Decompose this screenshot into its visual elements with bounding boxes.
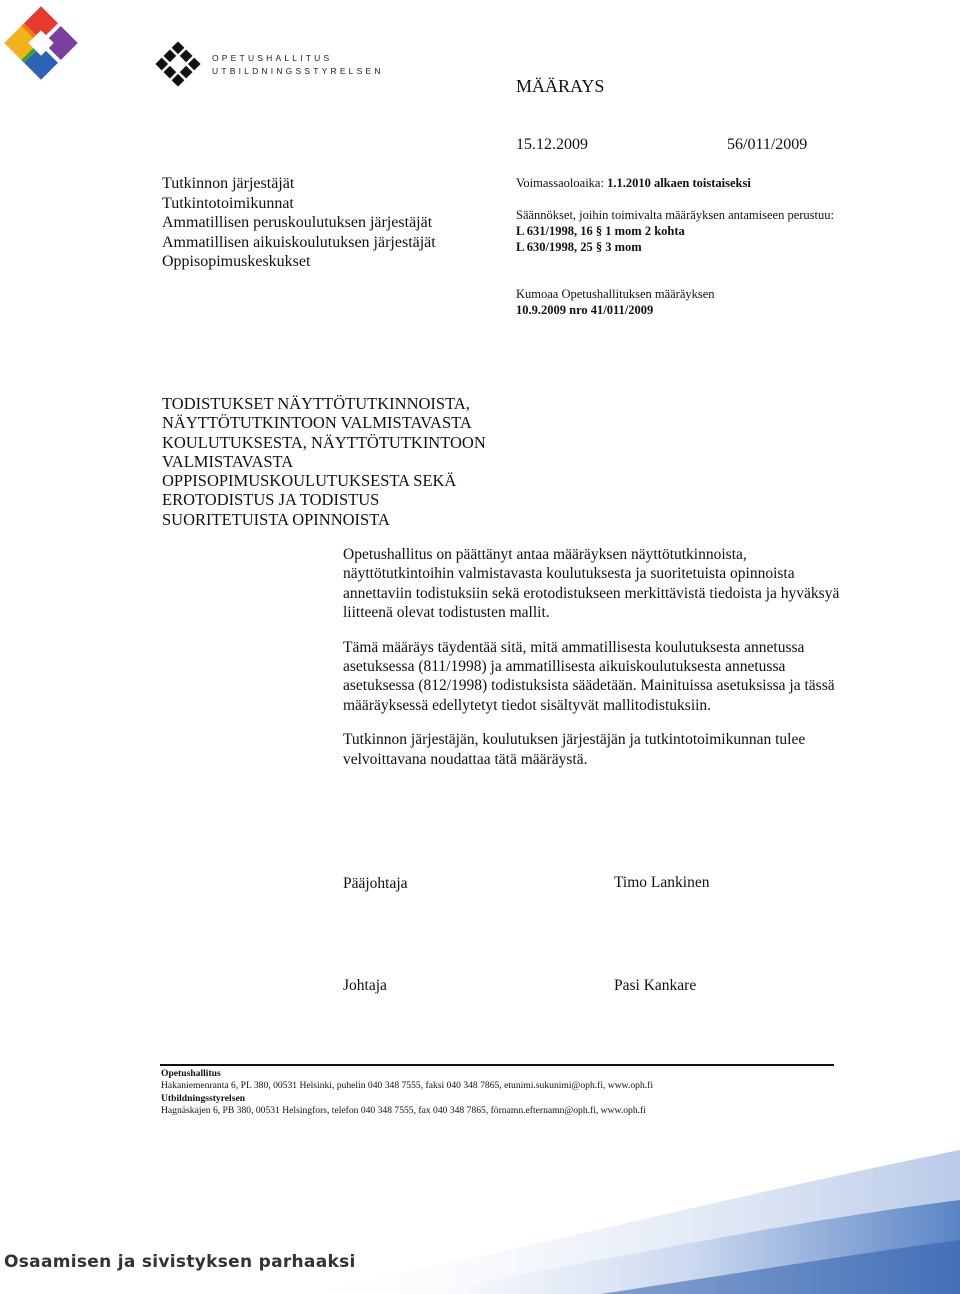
organization-name xyxy=(212,52,384,78)
title-line: NÄYTTÖTUTKINTOON VALMISTAVASTA xyxy=(162,413,472,433)
repeals-note xyxy=(516,286,715,318)
org-name-fi: OPETUSHALLITUS xyxy=(212,53,333,63)
footer-contact xyxy=(161,1068,653,1118)
body-paragraph: Tutkinnon järjestäjän, koulutuksen järjestäjän ja tutkintotoimikunnan tulee velvoittavana noudattaa tätä määräystä. xyxy=(343,731,806,768)
recipient-item: Ammatillisen aikuiskoulutuksen järjestäjät xyxy=(162,233,436,251)
recipient-item: Tutkintotoimikunnat xyxy=(162,194,294,212)
body-paragraph: Opetushallitus on päättänyt antaa määräyksen näyttötutkinnoista, näyttötutkintoihin valmistavasta koulutuksesta ja suoritetuista opinnoista annettaviin todistuksiin sekä erotodistukseen merkittävistä tiedoista ja hyväksyä liitteenä olevat todistusten mallit. xyxy=(343,546,840,622)
legal-basis xyxy=(516,207,836,255)
recipient-list xyxy=(162,174,436,272)
document-type: MÄÄRAYS xyxy=(516,76,605,96)
recipient-item: Tutkinnon järjestäjät xyxy=(162,175,295,192)
legal-basis-item: L 631/1998, 16 § 1 mom 2 kohta xyxy=(516,224,685,238)
validity-value: 1.1.2010 alkaen toistaiseksi xyxy=(607,176,751,190)
title-line: KOULUTUKSESTA, NÄYTTÖTUTKINTOON xyxy=(162,432,486,452)
signature-name: Pasi Kankare xyxy=(614,977,697,994)
black-diamond-logo-icon xyxy=(152,38,204,90)
footer-divider xyxy=(160,1064,834,1066)
slogan: Osaamisen ja sivistyksen parhaaksi xyxy=(4,1252,356,1272)
body-paragraph: Tämä määräys täydentää sitä, mitä ammatillisesta koulutuksesta annetussa asetuksessa (811/1998) ja ammatillisesta aikuiskoulutuksesta annetussa asetuksessa (812/1998) todistuksista säädetään. Mainituissa asetuksissa ja tässä määräyksessä edellytetyt tiedot sisältyvät mallitodistuksiin. xyxy=(343,638,835,714)
title-line: EROTODISTUS JA TODISTUS xyxy=(162,490,380,510)
colorful-diamond-logo-icon xyxy=(2,4,80,82)
body-text xyxy=(343,545,843,784)
document-number: 56/011/2009 xyxy=(727,136,808,153)
title-line: TODISTUKSET NÄYTTÖTUTKINNOISTA, xyxy=(162,394,470,413)
legal-basis-label: Säännökset, joihin toimivalta määräyksen antamiseen perustuu: xyxy=(516,208,834,222)
legal-basis-item: L 630/1998, 25 § 3 mom xyxy=(516,240,642,254)
signature-title: Johtaja xyxy=(343,977,387,994)
footer-org-sv: Utbildningsstyrelsen xyxy=(161,1092,246,1104)
validity-label: Voimassaoloaika: xyxy=(516,176,604,190)
repeals-label: Kumoaa Opetushallituksen määräyksen xyxy=(516,287,715,301)
validity-period xyxy=(516,175,751,191)
document-title xyxy=(162,394,486,529)
signature-title: Pääjohtaja xyxy=(343,875,408,892)
repeals-value: 10.9.2009 nro 41/011/2009 xyxy=(516,303,654,317)
footer-address-fi: Hakaniemenranta 6, PL 380, 00531 Helsinki, puhelin 040 348 7555, faksi 040 348 7865, etunimi.sukunimi@oph.fi, www.oph.fi xyxy=(161,1080,654,1092)
recipient-item: Oppisopimuskeskukset xyxy=(162,253,311,270)
title-line: SUORITETUISTA OPINNOISTA xyxy=(162,509,390,529)
title-line: OPPISOPIMUSKOULUTUKSESTA SEKÄ xyxy=(162,471,457,491)
org-name-sv: UTBILDNINGSSTYRELSEN xyxy=(212,66,384,76)
footer-address-sv: Hagnäskajen 6, PB 380, 00531 Helsingfors, telefon 040 348 7555, fax 040 348 7865, förnamn.efternamn@oph.fi, www.oph.fi xyxy=(161,1105,646,1117)
title-line: VALMISTAVASTA xyxy=(162,451,294,471)
recipient-item: Ammatillisen peruskoulutuksen järjestäjät xyxy=(162,214,433,231)
signature-name: Timo Lankinen xyxy=(614,874,710,891)
document-date: 15.12.2009 xyxy=(516,136,588,153)
footer-org-fi: Opetushallitus xyxy=(161,1068,221,1079)
